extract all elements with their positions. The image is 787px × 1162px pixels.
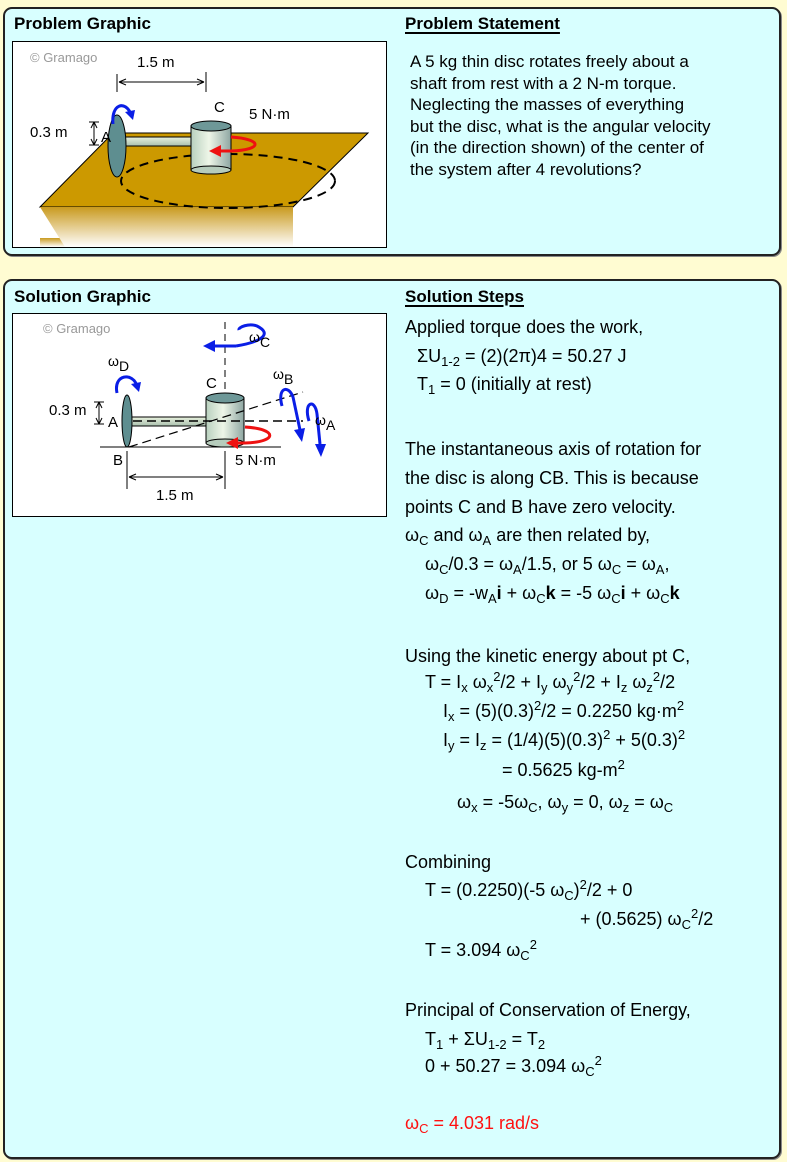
solution-graphic — [12, 313, 387, 517]
solution-graphic-title: Solution Graphic — [14, 287, 151, 306]
step-line: $T_1 = 0$ (initially at rest) — [417, 374, 592, 397]
step-line: the disc is along CB. This is because — [405, 468, 699, 488]
problem-figure — [13, 42, 386, 247]
statement-line: shaft from rest with a 2 N-m torque. — [410, 73, 677, 93]
step-line: The instantaneous axis of rotation for — [405, 439, 702, 459]
step-line: Applied torque does the work, — [405, 317, 644, 337]
plate-edge-shade — [40, 207, 293, 247]
cylinder-c — [191, 126, 231, 170]
label-b: B — [113, 452, 124, 469]
solution-steps-title: Solution Steps — [405, 287, 524, 306]
statement-line: Neglecting the masses of everything — [410, 95, 685, 114]
step-line: + (0.5625) $\omega_C^2/2$ — [580, 906, 714, 932]
omega-c-label: ωC — [249, 329, 271, 350]
torque-label: 5 N·m — [235, 452, 276, 469]
step-line: $T_1 + \Sigma U_{1-2} = T_2$ — [425, 1029, 546, 1052]
omega-d-label: ωD — [108, 353, 130, 374]
step-line: T = 3.094 $\omega_C^2$ — [425, 937, 537, 963]
step-line: $I_x = (5)(0.3)^2/2 = 0.2250$ $kg\cdot m^2$ — [443, 698, 685, 724]
statement-line: the system after 4 revolutions? — [410, 159, 642, 179]
problem-graphic — [12, 41, 387, 248]
step-line: $I_y = I_z = (1/4)(5)(0.3)^2 + 5(0.3)^2$ — [443, 727, 686, 753]
shaft — [117, 137, 201, 146]
torque-label: 5 N·m — [249, 106, 290, 123]
step-line: T = (0.2250)(-5 $\omega_C)^2/2 + 0$ — [425, 877, 633, 903]
omega-b-label: ωB — [273, 366, 294, 387]
step-line: = 0.5625 $kg-m^2$ — [502, 757, 625, 780]
statement-line: but the disc, what is the angular velocity — [410, 116, 711, 136]
step-line: 0 + 50.27 = 3.094 $\omega_C^2$ — [425, 1053, 602, 1079]
step-line: points C and B have zero velocity. — [405, 497, 676, 517]
step-line: Principal of Conservation of Energy, — [405, 1000, 691, 1020]
problem-statement — [410, 51, 711, 180]
omega-a-label: ωA — [315, 412, 336, 433]
step-line: $T = I_x$ $\omega_x^2/2 + I_y$ $\omega_y^2/2 + I_z$ $\omega_z^2/2$ — [425, 669, 676, 695]
statement-line: (in the direction shown) of the center of — [410, 138, 704, 157]
label-a: A — [108, 414, 119, 431]
cylinder-top — [191, 121, 231, 131]
step-line: Combining — [405, 852, 492, 872]
dim-length-label: 1.5 m — [137, 54, 175, 71]
dim-length-label: 1.5 m — [156, 487, 194, 504]
statement-line: A 5 kg thin disc rotates freely about a — [410, 52, 689, 71]
cylinder-top — [206, 393, 244, 403]
dim-radius-label: 0.3 m — [49, 402, 87, 419]
step-line: $\Sigma U_{1-2} = (2)(2\pi)4 = 50.27$ J — [417, 346, 627, 369]
final-answer: $\omega_C = 4.031$ rad/s — [405, 1113, 540, 1136]
watermark: © Gramago — [30, 50, 98, 65]
disc — [122, 395, 132, 447]
step-line: $\omega_C$ and $\omega_A$ are then related by, — [405, 525, 650, 548]
step-line: $\omega_x = -5\omega_C$, $\omega_y = 0$, $\omega_z = \omega_C$ — [457, 792, 674, 815]
disc — [108, 115, 126, 177]
problem-graphic-title: Problem Graphic — [14, 14, 151, 33]
label-c: C — [214, 99, 225, 116]
solution-figure — [13, 314, 386, 516]
label-c: C — [206, 375, 217, 392]
label-a: A — [101, 129, 112, 146]
step-line: $\omega_C/0.3 = \omega_A/1.5$, or 5 $\omega_C = \omega_A$, — [425, 554, 670, 577]
dim-radius-label: 0.3 m — [30, 124, 68, 141]
watermark: © Gramago — [43, 321, 111, 336]
step-line: $\omega_D = -w_Ai + \omega_Ck = -5$ $\omega_Ci + \omega_Ck$ — [425, 583, 680, 606]
step-line: Using the kinetic energy about pt C, — [405, 646, 691, 666]
problem-statement-title: Problem Statement — [405, 14, 560, 33]
